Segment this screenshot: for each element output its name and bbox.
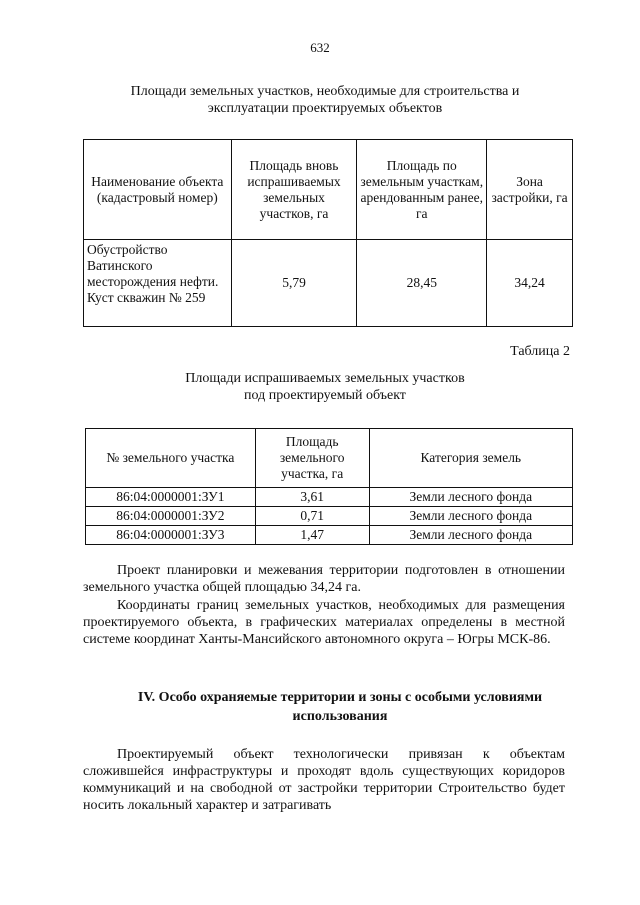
table1-title-line2: эксплуатации проектируемых объектов: [207, 101, 443, 116]
table2-title: [60, 370, 590, 404]
table1-title: [60, 83, 590, 117]
paragraph-coordinates: Координаты границ земельных участков, необходимых для размещения проектируемого объекта, в графических материалах определены в местной системе координат Ханты-Мансийского автономного округа – Югры МСК-86.: [83, 598, 565, 647]
table2-cell: 86:04:0000001:ЗУ1: [86, 488, 256, 507]
paragraph-project-area: Проект планировки и межевания территории подготовлен в отношении земельного участка общей площадью 34,24 га.: [83, 563, 565, 595]
table1-header-cell: Зона застройки, га: [487, 140, 573, 240]
section-heading-line2: использования: [292, 709, 388, 724]
table2-header-row: [86, 429, 573, 488]
table2-cell: 86:04:0000001:ЗУ3: [86, 526, 256, 545]
table2-cell: Земли лесного фонда: [369, 507, 572, 526]
table1-cell: 28,45: [357, 240, 487, 327]
table-row: [84, 240, 573, 327]
land-areas-table: [83, 139, 573, 327]
table2-cell: 3,61: [255, 488, 369, 507]
table-row: [86, 526, 573, 545]
table1-title-line1: Площади земельных участков, необходимые для строительства и: [130, 84, 520, 99]
table2-title-line2: под проектируемый объект: [244, 388, 406, 403]
table1-cell: 5,79: [231, 240, 357, 327]
table2-header-cell: № земельного участка: [86, 429, 256, 488]
table2-cell: Земли лесного фонда: [369, 488, 572, 507]
table1-header-cell: Наименование объекта (кадастровый номер): [84, 140, 232, 240]
requested-parcels-table: [85, 428, 573, 545]
table-row: [86, 488, 573, 507]
table2-header-cell: Площадь земельного участка, га: [255, 429, 369, 488]
table2-title-line1: Площади испрашиваемых земельных участков: [185, 371, 465, 386]
section-heading: [100, 688, 580, 726]
table2-header-cell: Категория земель: [369, 429, 572, 488]
table1-cell: 34,24: [487, 240, 573, 327]
table2-label: Таблица 2: [510, 344, 570, 359]
table1-header-cell: Площадь по земельным участкам, арендованным ранее, га: [357, 140, 487, 240]
paragraph-infrastructure: Проектируемый объект технологически привязан к объектам сложившейся инфраструктуры и проходят вдоль существующих коридоров коммуникаций и на свободной от застройки территории Строительство будет носить локальный характер и затрагивать: [83, 747, 565, 813]
table-row: [86, 507, 573, 526]
section-heading-line1: IV. Особо охраняемые территории и зоны с особыми условиями: [137, 690, 543, 705]
table2-cell: Земли лесного фонда: [369, 526, 572, 545]
table2-cell: 1,47: [255, 526, 369, 545]
table2-cell: 0,71: [255, 507, 369, 526]
table1-header-row: [84, 140, 573, 240]
table1-cell: Обустройство Ватинского месторождения нефти. Куст скважин № 259: [84, 240, 232, 327]
table2-cell: 86:04:0000001:ЗУ2: [86, 507, 256, 526]
table1-header-cell: Площадь вновь испрашиваемых земельных участков, га: [231, 140, 357, 240]
page-number: 632: [310, 40, 330, 55]
